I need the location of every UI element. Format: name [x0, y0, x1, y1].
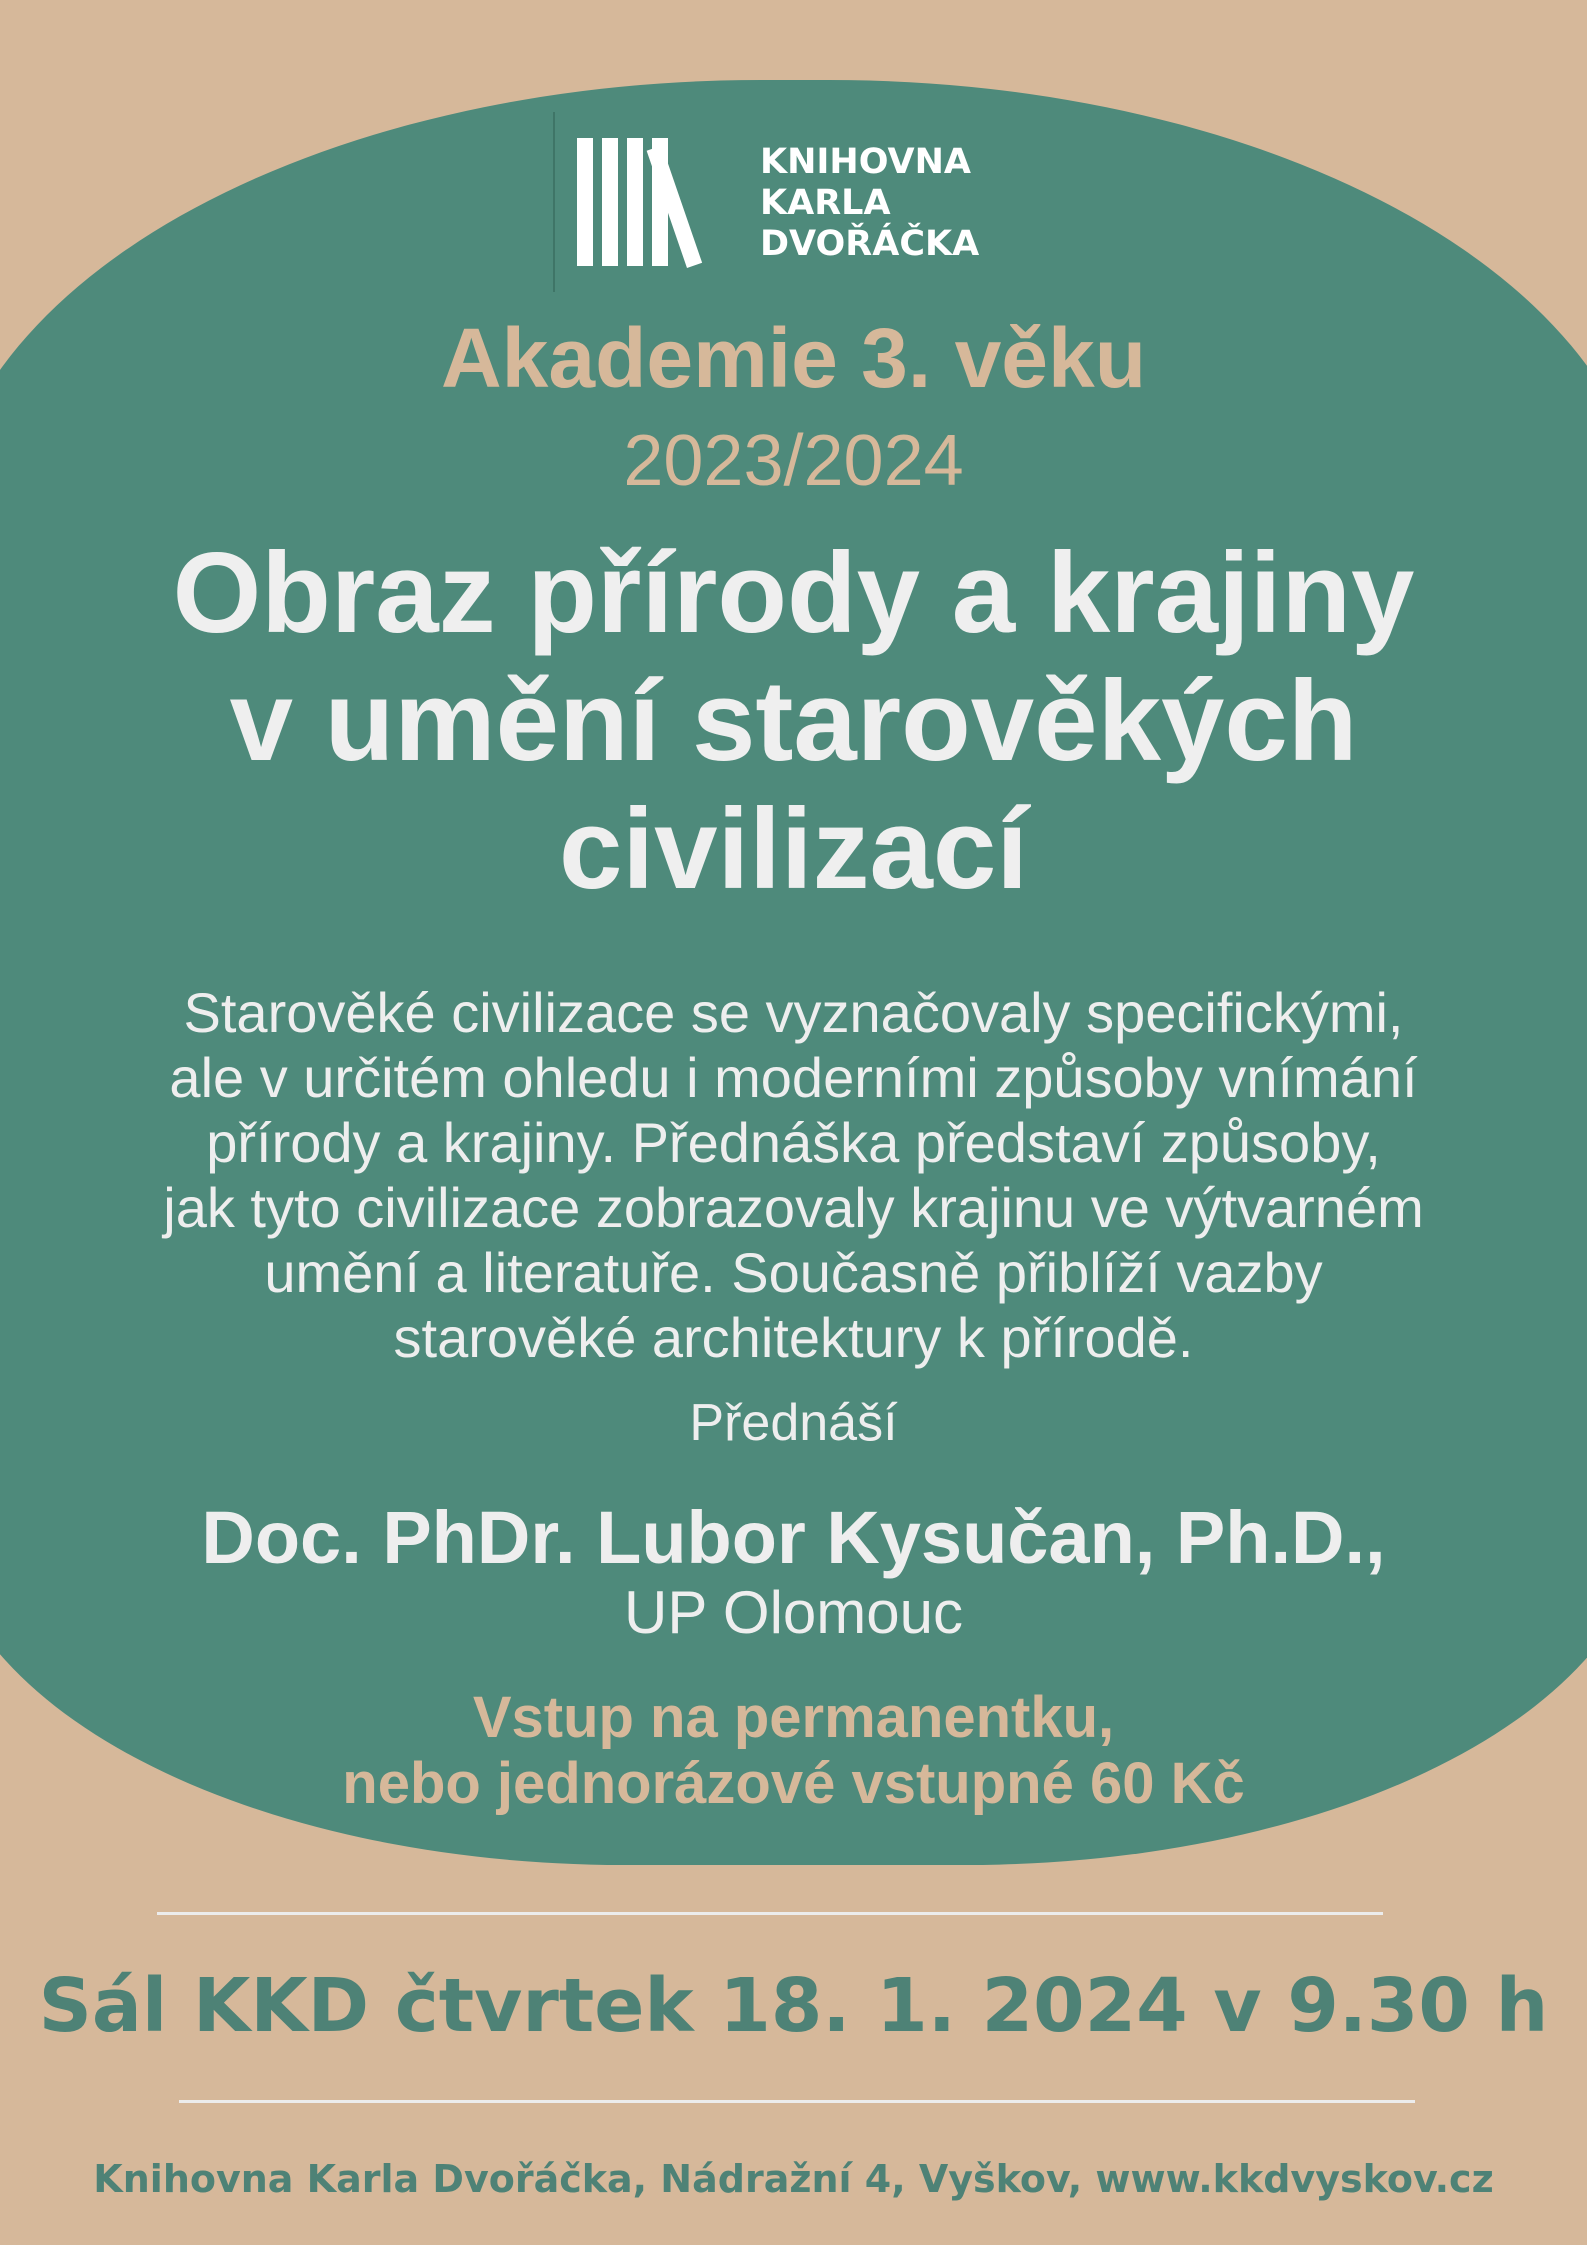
logo-line: KNIHOVNA: [760, 142, 972, 182]
logo-divider: [553, 112, 555, 292]
speaker-name: Doc. PhDr. Lubor Kysučan, Ph.D.,: [201, 1496, 1386, 1579]
top-divider: [157, 1912, 1383, 1915]
speaker-affiliation: UP Olomouc: [623, 1579, 964, 1646]
description-line: přírody a krajiny. Přednáška představí způsoby,: [206, 1111, 1381, 1174]
description-line: Starověké civilizace se vyznačovaly specifickými,: [183, 981, 1404, 1044]
lecture-description: [0, 980, 1587, 1370]
description-line: jak tyto civilizace zobrazovaly krajinu ve výtvarném: [163, 1176, 1424, 1239]
description-line: ale v určitém ohledu i moderními způsoby vnímání: [169, 1046, 1418, 1109]
entry-line: Vstup na permanentku,: [472, 1685, 1115, 1750]
logo-line: KARLA: [760, 183, 891, 223]
description-line: umění a literatuře. Současně přiblíží vazby: [264, 1241, 1323, 1304]
title-line: Obraz přírody a krajiny: [172, 530, 1415, 657]
logo-text: [760, 142, 979, 265]
logo-line: DVOŘÁČKA: [760, 224, 980, 264]
entry-line: nebo jednorázové vstupné 60 Kč: [342, 1751, 1245, 1816]
title-line: v umění starověkých: [229, 658, 1358, 785]
lecture-title: [0, 530, 1587, 914]
books-logo-icon: [577, 138, 747, 270]
footer-address: Knihovna Karla Dvořáčka, Nádražní 4, Vyškov, www.kkdvyskov.cz: [93, 2157, 1494, 2201]
title-line: civilizací: [559, 786, 1028, 913]
entry-fee: [0, 1685, 1587, 1817]
event-datetime: Sál KKD čtvrtek 18. 1. 2024 v 9.30 h: [38, 1963, 1549, 2049]
academic-year: 2023/2024: [623, 421, 964, 501]
series-title: Akademie 3. věku: [440, 311, 1147, 405]
description-line: starověké architektury k přírodě.: [393, 1306, 1194, 1369]
lecturer-label: Přednáší: [689, 1394, 898, 1452]
library-logo: [553, 112, 993, 292]
bottom-divider: [179, 2100, 1415, 2103]
